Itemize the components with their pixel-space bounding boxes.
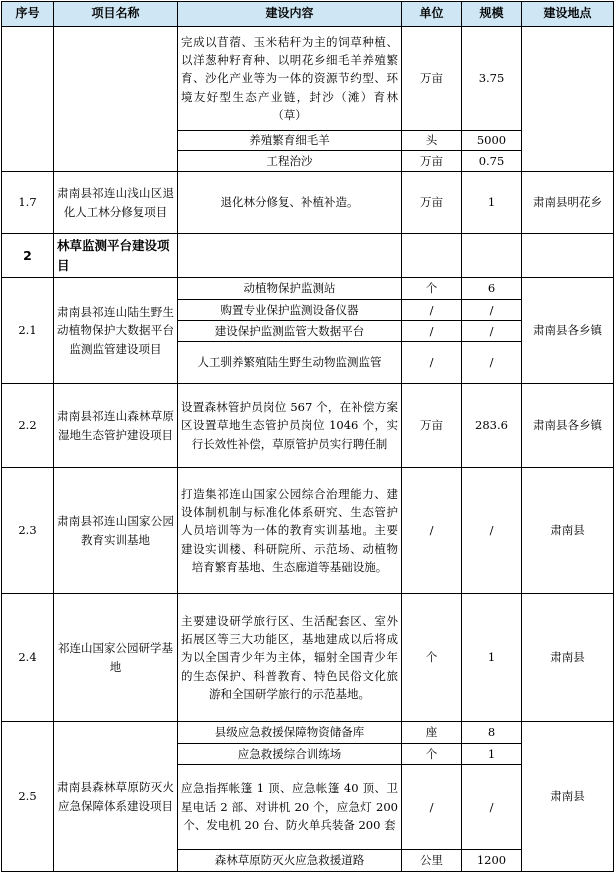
cell-location xyxy=(522,27,614,172)
cell-unit: 个 xyxy=(402,594,462,722)
cell-scale: 1 xyxy=(462,744,522,765)
cell-scale: 1200 xyxy=(462,850,522,872)
cell-content: 森林草原防灭火应急救援道路 xyxy=(178,850,402,872)
cell-no: 2 xyxy=(2,234,54,278)
cell-unit: 公里 xyxy=(402,850,462,872)
cell-scale: 1 xyxy=(462,594,522,722)
table-row xyxy=(2,27,614,131)
cell-content: 购置专业保护监测设备仪器 xyxy=(178,300,402,321)
cell-unit: 座 xyxy=(402,722,462,744)
cell-scale: / xyxy=(462,468,522,594)
cell-no: 2.4 xyxy=(2,594,54,722)
cell-project-name: 林草监测平台建设项目 xyxy=(54,234,178,278)
header-location: 建设地点 xyxy=(522,2,614,27)
cell-unit: 万亩 xyxy=(402,384,462,468)
cell-content: 工程治沙 xyxy=(178,151,402,172)
cell-unit: 个 xyxy=(402,278,462,300)
header-unit: 单位 xyxy=(402,2,462,27)
cell-scale: / xyxy=(462,765,522,850)
cell-content: 打造集祁连山国家公园综合治理能力、建设体制机制与标准化体系研究、生态管护人员培训等为一体的教育实训基地。主要建设实训楼、科研院所、示范场、动植物培育繁育基地、生态廊道等基础设施。 xyxy=(178,468,402,594)
cell-project-name: 肃南县祁连山森林草原湿地生态管护建设项目 xyxy=(54,384,178,468)
cell-project-name xyxy=(54,27,178,172)
cell-unit: 万亩 xyxy=(402,151,462,172)
cell-scale: 5000 xyxy=(462,131,522,151)
header-scale: 规模 xyxy=(462,2,522,27)
cell-unit: 头 xyxy=(402,131,462,151)
cell-scale: 6 xyxy=(462,278,522,300)
cell-content: 人工驯养繁殖陆生野生动物监测监管 xyxy=(178,342,402,384)
cell-project-name: 祁连山国家公园研学基地 xyxy=(54,594,178,722)
cell-scale: 283.6 xyxy=(462,384,522,468)
cell-content: 主要建设研学旅行区、生活配套区、室外拓展区等三大功能区，基地建成以后将成为以全国青少年为主体，辐射全国青少年的生态保护、科普教育、特色民俗文化旅游和全国研学旅行的示范基地。 xyxy=(178,594,402,722)
cell-no: 2.2 xyxy=(2,384,54,468)
cell-content: 完成以苜蓿、玉米秸秆为主的饲草种植、以洋葱种籽育种、以明花乡细毛羊养殖繁育、沙化产业等为一体的资源节约型、环境友好型生态产业链，封沙（滩）育林（草） xyxy=(178,27,402,131)
cell-scale xyxy=(462,234,522,278)
cell-no: 2.3 xyxy=(2,468,54,594)
cell-scale: / xyxy=(462,321,522,342)
cell-unit: / xyxy=(402,468,462,594)
cell-location: 肃南县 xyxy=(522,722,614,872)
cell-content: 县级应急救援保障物资储备库 xyxy=(178,722,402,744)
cell-unit: / xyxy=(402,765,462,850)
cell-location: 肃南县明花乡 xyxy=(522,172,614,234)
cell-location: 肃南县 xyxy=(522,468,614,594)
cell-project-name: 肃南县祁连山浅山区退化人工林分修复项目 xyxy=(54,172,178,234)
cell-content: 应急指挥帐篷 1 顶、应急帐篷 40 顶、卫星电话 2 部、对讲机 20 个，应急灯 200 个、发电机 20 台、防火单兵装备 200 套 xyxy=(178,765,402,850)
cell-scale: 3.75 xyxy=(462,27,522,131)
cell-location: 肃南县各乡镇 xyxy=(522,278,614,384)
cell-content: 动植物保护监测站 xyxy=(178,278,402,300)
cell-unit: 个 xyxy=(402,744,462,765)
table-row xyxy=(2,722,614,744)
cell-content: 建设保护监测监管大数据平台 xyxy=(178,321,402,342)
cell-unit xyxy=(402,234,462,278)
cell-scale: 8 xyxy=(462,722,522,744)
cell-project-name: 肃南县祁连山国家公园教育实训基地 xyxy=(54,468,178,594)
project-table xyxy=(1,1,614,872)
cell-project-name: 肃南县森林草原防灭火应急保障体系建设项目 xyxy=(54,722,178,872)
cell-unit: 万亩 xyxy=(402,27,462,131)
cell-content: 养殖繁育细毛羊 xyxy=(178,131,402,151)
section-row xyxy=(2,234,614,278)
cell-scale: 0.75 xyxy=(462,151,522,172)
cell-location: 肃南县各乡镇 xyxy=(522,384,614,468)
cell-scale: 1 xyxy=(462,172,522,234)
cell-unit: 万亩 xyxy=(402,172,462,234)
header-content: 建设内容 xyxy=(178,2,402,27)
cell-no xyxy=(2,27,54,172)
cell-content: 应急救援综合训练场 xyxy=(178,744,402,765)
table-row xyxy=(2,594,614,722)
header-no: 序号 xyxy=(2,2,54,27)
cell-unit: / xyxy=(402,300,462,321)
cell-no: 2.5 xyxy=(2,722,54,872)
cell-content: 设置森林管护员岗位 567 个，在补偿方案区设置草地生态管护员岗位 1046 个，实行长效性补偿，草原管护员实行聘任制 xyxy=(178,384,402,468)
cell-no: 1.7 xyxy=(2,172,54,234)
header-row xyxy=(2,2,614,27)
header-project-name: 项目名称 xyxy=(54,2,178,27)
table-row xyxy=(2,278,614,300)
cell-location xyxy=(522,234,614,278)
table-row xyxy=(2,172,614,234)
cell-no: 2.1 xyxy=(2,278,54,384)
cell-content xyxy=(178,234,402,278)
cell-location: 肃南县 xyxy=(522,594,614,722)
table-row xyxy=(2,468,614,594)
cell-scale: / xyxy=(462,300,522,321)
cell-scale: / xyxy=(462,342,522,384)
cell-content: 退化林分修复、补植补造。 xyxy=(178,172,402,234)
cell-project-name: 肃南县祁连山陆生野生动植物保护大数据平台监测监管建设项目 xyxy=(54,278,178,384)
table-row xyxy=(2,384,614,468)
cell-unit: / xyxy=(402,321,462,342)
cell-unit: / xyxy=(402,342,462,384)
